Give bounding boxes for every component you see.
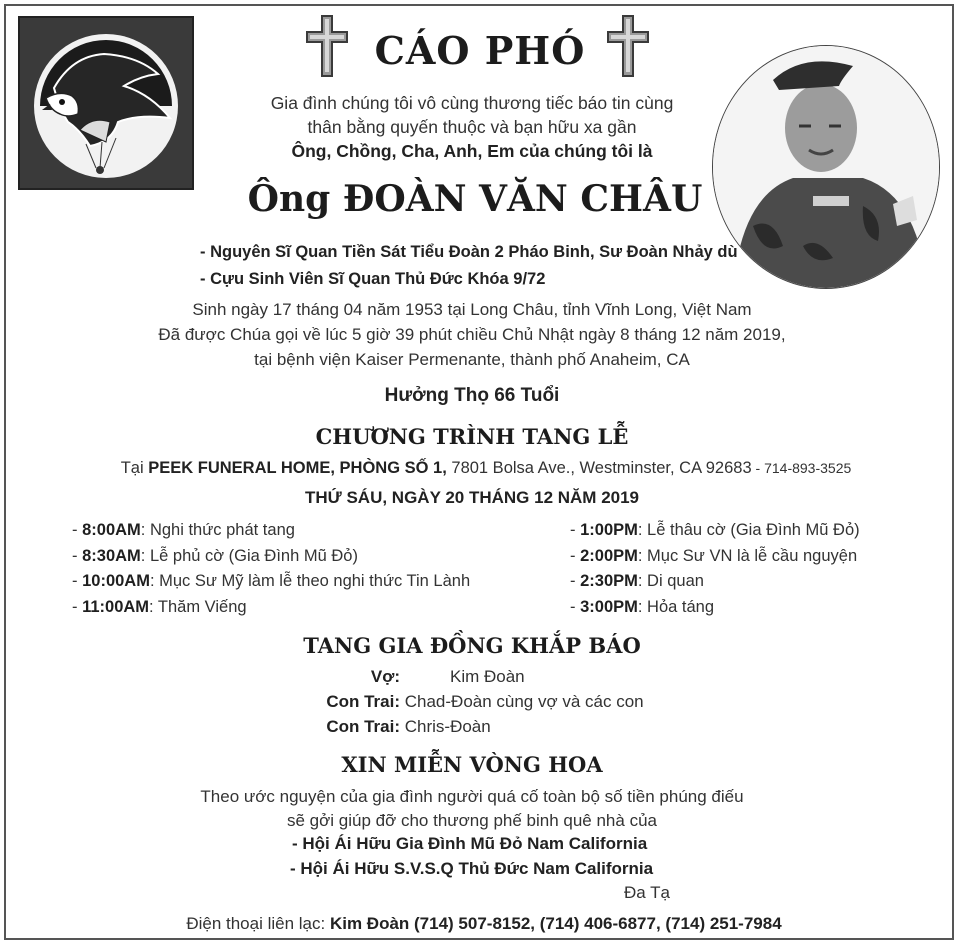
intro-line-3: Ông, Chồng, Cha, Anh, Em của chúng tôi là <box>291 141 653 161</box>
christian-cross-icon-right <box>606 14 650 78</box>
schedule-item: - 2:00PM: Mục Sư VN là lễ cầu nguyện <box>570 546 858 565</box>
schedule-time: 3:00PM <box>580 597 638 616</box>
portrait-photo <box>712 45 940 289</box>
family-member <box>308 714 644 739</box>
schedule-morning <box>72 518 470 620</box>
intro-line-2: thân bằng quyến thuộc và bạn hữu xa gần <box>307 117 637 137</box>
venue-line <box>6 459 960 478</box>
schedule-item: - 10:00AM: Mục Sư Mỹ làm lễ theo nghi thức Tin Lành <box>72 572 471 590</box>
schedule-time: 2:00PM <box>580 546 638 565</box>
schedule-event: Lễ thâu cờ (Gia Đình Mũ Đỏ) <box>647 521 860 539</box>
funeral-date: THỨ SÁU, NGÀY 20 THÁNG 12 NĂM 2019 <box>304 488 640 507</box>
passing-place: tại bệnh viện Kaiser Permenante, thành phố Anaheim, CA <box>254 350 690 369</box>
venue-phone: - 714-893-3525 <box>751 460 852 476</box>
schedule-event: Lễ phủ cờ (Gia Đình Mũ Đỏ) <box>149 546 358 565</box>
birth-info: Sinh ngày 17 tháng 04 năm 1953 tại Long Châu, tỉnh Vĩnh Long, Việt Nam <box>192 300 752 319</box>
page-title: CÁO PHÓ <box>374 28 586 73</box>
contact-prefix: Điện thoại liên lạc: <box>186 914 330 933</box>
schedule-time: 11:00AM <box>82 597 150 616</box>
schedule-item: - 8:00AM: Nghi thức phát tang <box>72 521 295 539</box>
family-member-name: Chris-Đoàn <box>404 717 491 736</box>
family-relation: Con Trai: <box>326 717 400 736</box>
beneficiary-org-2: - Hội Ái Hữu S.V.S.Q Thủ Đức Nam California <box>290 859 654 878</box>
schedule-time: 8:00AM <box>82 521 141 539</box>
schedule-time: 10:00AM <box>82 572 150 590</box>
beneficiary-org-1: - Hội Ái Hữu Gia Đình Mũ Đỏ Nam California <box>292 834 648 853</box>
family-member-name: Chad-Đoàn cùng vợ và các con <box>404 692 644 711</box>
family-members <box>308 664 644 739</box>
passing-info: Đã được Chúa gọi về lúc 5 giờ 39 phút chiều Chủ Nhật ngày 8 tháng 12 năm 2019, <box>158 325 786 344</box>
venue-prefix: Tại <box>120 459 149 477</box>
family-relation: Con Trai: <box>326 692 400 711</box>
schedule-item: - 1:00PM: Lễ thâu cờ (Gia Đình Mũ Đỏ) <box>570 521 860 539</box>
venue-name: PEEK FUNERAL HOME, PHÒNG SỐ 1, <box>148 459 447 477</box>
deceased-name: Ông ĐOÀN VĂN CHÂU <box>247 178 703 220</box>
thanks-note: Đa Tạ <box>624 883 670 902</box>
schedule-event: Hỏa táng <box>647 597 715 616</box>
donation-line-2: sẽ gởi giúp đỡ cho thương phế binh quê nhà của <box>287 811 657 830</box>
credential-item: - Cựu Sinh Viên Sĩ Quan Thủ Đức Khóa 9/72 <box>200 270 546 288</box>
schedule-time: 1:00PM <box>580 521 638 539</box>
schedule-event: Di quan <box>647 572 704 590</box>
credentials <box>200 239 738 293</box>
schedule-event: Nghi thức phát tang <box>149 521 295 539</box>
schedule-afternoon <box>570 518 860 620</box>
schedule-time: 2:30PM <box>580 572 638 590</box>
schedule-event: Mục Sư VN là lễ cầu nguyện <box>647 546 858 565</box>
credential-item: - Nguyên Sĩ Quan Tiền Sát Tiểu Đoàn 2 Pháo Binh, Sư Đoàn Nhảy dù <box>200 243 738 261</box>
flowers-heading: XIN MIỄN VÒNG HOA <box>341 752 603 777</box>
contact-line <box>4 914 960 934</box>
family-member <box>308 664 644 689</box>
schedule-item: - 2:30PM: Di quan <box>570 572 704 590</box>
contact-details: Kim Đoàn (714) 507-8152, (714) 406-6877, (714) 251-7984 <box>329 914 782 933</box>
funeral-heading: CHƯƠNG TRÌNH TANG LỄ <box>315 424 629 449</box>
schedule-item: - 8:30AM: Lễ phủ cờ (Gia Đình Mũ Đỏ) <box>72 546 358 565</box>
intro-line-1: Gia đình chúng tôi vô cùng thương tiếc báo tin cùng <box>270 93 674 113</box>
age-line: Hưởng Thọ 66 Tuổi <box>384 385 560 406</box>
family-heading: TANG GIA ĐỒNG KHẮP BÁO <box>303 633 641 658</box>
schedule-time: 8:30AM <box>82 546 141 565</box>
family-member <box>308 689 644 714</box>
donation-line-1: Theo ước nguyện của gia đình người quá cố toàn bộ số tiền phúng điếu <box>200 787 744 806</box>
schedule-event: Thăm Viếng <box>157 597 247 616</box>
schedule-item: - 11:00AM: Thăm Viếng <box>72 597 247 616</box>
schedule-item: - 3:00PM: Hỏa táng <box>570 597 715 616</box>
christian-cross-icon-left <box>305 14 349 78</box>
family-member-name: Kim Đoàn <box>450 667 525 686</box>
schedule-event: Mục Sư Mỹ làm lễ theo nghi thức Tin Lành <box>159 572 471 590</box>
venue-address: 7801 Bolsa Ave., Westminster, CA 92683 <box>446 459 752 477</box>
family-relation: Vợ: <box>370 667 400 686</box>
